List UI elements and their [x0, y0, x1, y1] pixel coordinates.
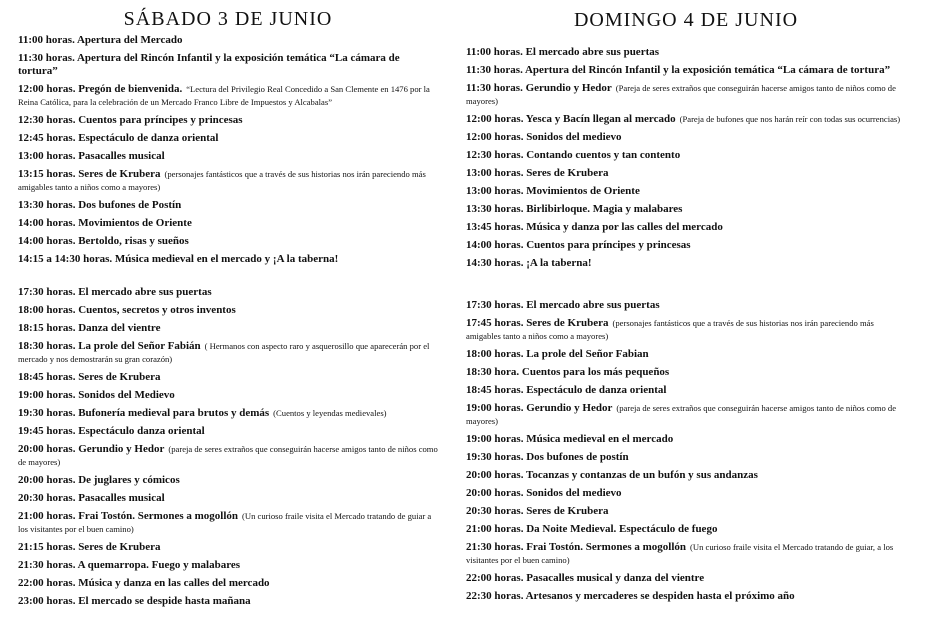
schedule-entry: [466, 540, 906, 566]
entry-title: 12:00 horas. Sonidos del medievo: [466, 131, 622, 143]
schedule-entry: [18, 370, 438, 383]
schedule-entry: [18, 388, 438, 401]
entry-title: 20:30 horas. Seres de Krubera: [466, 505, 609, 517]
schedule-entry: [466, 365, 906, 378]
schedule-entry: [18, 473, 438, 486]
schedule-entry: [18, 540, 438, 553]
schedule-entry: [466, 112, 906, 125]
schedule-entry: [18, 149, 438, 162]
entry-title: 13:30 horas. Birlibirloque. Magia y malabares: [466, 203, 683, 215]
schedule-entry: [18, 285, 438, 298]
entry-description: (personajes fantásticos que a través de sus historias nos irán pareciendo más amigables tanto a niños como a mayores): [18, 169, 426, 192]
entry-title: 17:30 horas. El mercado abre sus puertas: [466, 299, 660, 311]
saturday-column: [18, 0, 438, 612]
schedule-entry: [18, 424, 438, 437]
entry-title: 18:30 hora. Cuentos para los más pequeños: [466, 366, 670, 378]
entry-description: (personajes fantásticos que a través de sus historias nos irán pareciendo más amigables tanto a niños como a mayores): [466, 318, 874, 341]
entry-title: 12:30 horas. Cuentos para príncipes y princesas: [18, 114, 243, 126]
schedule-entry: [466, 347, 906, 360]
entry-title: 11:00 horas. Apertura del Mercado: [18, 34, 183, 46]
schedule-entry: [18, 491, 438, 504]
schedule-entry: [18, 113, 438, 126]
schedule-entry: [466, 468, 906, 481]
schedule-entry: [466, 432, 906, 445]
entry-title: 19:00 horas. Sonidos del Medievo: [18, 389, 175, 401]
saturday-evening-list: [18, 285, 438, 607]
schedule-entry: [466, 184, 906, 197]
entry-title: 22:00 horas. Música y danza en las calles del mercado: [18, 577, 270, 589]
sunday-column: [466, 0, 906, 607]
entry-title: 21:30 horas. Frai Tostón. Sermones a mogollón: [466, 541, 687, 553]
entry-title: 21:30 horas. A quemarropa. Fuego y malabares: [18, 559, 241, 571]
schedule-entry: [466, 166, 906, 179]
entry-title: 20:00 horas. De juglares y cómicos: [18, 474, 180, 486]
entry-title: 14:00 horas. Movimientos de Oriente: [18, 217, 192, 229]
schedule-entry: [18, 252, 438, 265]
schedule-entry: [18, 51, 438, 77]
schedule-entry: [466, 256, 906, 269]
entry-description: “Lectura del Privilegio Real Concedido a San Clemente en 1476 por la Reina Católica, para la celebración de un Mercado Franco Libre de Impuestos y Alcabalas”: [18, 84, 430, 107]
entry-title: 18:00 horas. Cuentos, secretos y otros inventos: [18, 304, 236, 316]
entry-description: (Un curioso fraile visita el Mercado tratando de guiar a los visitantes por el buen camino): [18, 511, 432, 534]
schedule-entry: [466, 63, 906, 76]
entry-title: 18:45 horas. Seres de Krubera: [18, 371, 161, 383]
entry-title: 13:15 horas. Seres de Krubera: [18, 168, 161, 180]
schedule-entry: [18, 131, 438, 144]
entry-title: 18:30 horas. La prole del Señor Fabián: [18, 340, 201, 352]
schedule-entry: [18, 339, 438, 365]
saturday-morning-list: [18, 33, 438, 265]
entry-title: 12:00 horas. Pregón de bienvenida.: [18, 83, 183, 95]
schedule-entry: [466, 220, 906, 233]
schedule-entry: [18, 321, 438, 334]
entry-title: 12:00 horas. Yesca y Bacín llegan al mercado: [466, 113, 676, 125]
entry-description: (pareja de seres extraños que conseguirán hacerse amigos tanto de niños como de mayores): [18, 444, 438, 467]
entry-title: 13:30 horas. Dos bufones de Postín: [18, 199, 182, 211]
schedule-entry: [466, 130, 906, 143]
schedule-entry: [18, 82, 438, 108]
entry-description: (Cuentos y leyendas medievales): [273, 408, 387, 418]
entry-description: (Pareja de seres extraños que conseguirán hacerse amigos tanto de niños como de mayores): [466, 83, 896, 106]
schedule-entry: [466, 571, 906, 584]
entry-title: 20:00 horas. Gerundio y Hedor: [18, 443, 165, 455]
schedule-entry: [466, 238, 906, 251]
schedule-entry: [18, 234, 438, 247]
entry-title: 21:15 horas. Seres de Krubera: [18, 541, 161, 553]
schedule-entry: [18, 509, 438, 535]
entry-title: 13:00 horas. Movimientos de Oriente: [466, 185, 640, 197]
schedule-entry: [466, 504, 906, 517]
schedule-entry: [18, 167, 438, 193]
schedule-entry: [18, 216, 438, 229]
entry-title: 13:00 horas. Seres de Krubera: [466, 167, 609, 179]
entry-title: 20:30 horas. Pasacalles musical: [18, 492, 165, 504]
entry-title: 11:30 horas. Apertura del Rincón Infantil y la exposición temática “La cámara de tortura”: [466, 64, 891, 76]
entry-description: (Un curioso fraile visita el Mercado tratando de guiar, a los visitantes por el buen camino): [466, 542, 894, 565]
schedule-entry: [466, 202, 906, 215]
schedule-entry: [466, 522, 906, 535]
entry-title: 14:00 horas. Cuentos para príncipes y princesas: [466, 239, 691, 251]
entry-title: 19:00 horas. Música medieval en el mercado: [466, 433, 674, 445]
entry-title: 11:30 horas. Gerundio y Hedor: [466, 82, 612, 94]
entry-title: 20:00 horas. Tocanzas y contanzas de un bufón y sus andanzas: [466, 469, 758, 481]
schedule-entry: [466, 316, 906, 342]
entry-title: 21:00 horas. Da Noite Medieval. Espectáculo de fuego: [466, 523, 718, 535]
schedule-entry: [18, 406, 438, 419]
schedule-entry: [18, 594, 438, 607]
schedule-entry: [466, 81, 906, 107]
entry-title: 18:45 horas. Espectáculo de danza oriental: [466, 384, 667, 396]
entry-title: 17:45 horas. Seres de Krubera: [466, 317, 609, 329]
entry-title: 12:45 horas. Espectáculo de danza oriental: [18, 132, 219, 144]
schedule-entry: [466, 589, 906, 602]
entry-title: 13:00 horas. Pasacalles musical: [18, 150, 165, 162]
schedule-entry: [18, 442, 438, 468]
schedule-entry: [466, 450, 906, 463]
entry-title: 22:30 horas. Artesanos y mercaderes se despiden hasta el próximo año: [466, 590, 795, 602]
entry-title: 14:30 horas. ¡A la taberna!: [466, 257, 592, 269]
entry-title: 23:00 horas. El mercado se despide hasta mañana: [18, 595, 251, 607]
schedule-entry: [18, 576, 438, 589]
entry-description: ( Hermanos con aspecto raro y asquerosillo que aparecerán por el mercado y nos demostrarán su gran corazón): [18, 341, 430, 364]
entry-title: 20:00 horas. Sonidos del medievo: [466, 487, 622, 499]
entry-title: 14:15 a 14:30 horas. Música medieval en el mercado y ¡A la taberna!: [18, 253, 339, 265]
entry-description: (Pareja de bufones que nos harán reír con todas sus ocurrencias): [679, 114, 901, 124]
schedule-entry: [466, 383, 906, 396]
schedule-entry: [466, 148, 906, 161]
entry-title: 14:00 horas. Bertoldo, risas y sueños: [18, 235, 189, 247]
entry-title: 12:30 horas. Contando cuentos y tan contento: [466, 149, 681, 161]
schedule-entry: [18, 33, 438, 46]
entry-title: 11:00 horas. El mercado abre sus puertas: [466, 46, 660, 58]
schedule-entry: [18, 558, 438, 571]
entry-title: 19:30 horas. Bufonería medieval para brutos y demás: [18, 407, 270, 419]
entry-title: 19:00 horas. Gerundio y Hedor: [466, 402, 613, 414]
entry-description: (pareja de seres extraños que conseguirán hacerse amigos tanto de niños como de mayores): [466, 403, 897, 426]
sunday-evening-list: [466, 298, 906, 602]
schedule-entry: [466, 486, 906, 499]
saturday-title: SÁBADO 3 DE JUNIO: [123, 8, 333, 30]
schedule-entry: [18, 198, 438, 211]
entry-title: 19:30 horas. Dos bufones de postín: [466, 451, 629, 463]
schedule-entry: [466, 401, 906, 427]
entry-title: 21:00 horas. Frai Tostón. Sermones a mogollón: [18, 510, 239, 522]
entry-title: 18:15 horas. Danza del vientre: [18, 322, 161, 334]
schedule-entry: [18, 303, 438, 316]
entry-title: 22:00 horas. Pasacalles musical y danza del vientre: [466, 572, 705, 584]
entry-title: 13:45 horas. Música y danza por las calles del mercado: [466, 221, 723, 233]
entry-title: 19:45 horas. Espectáculo danza oriental: [18, 425, 205, 437]
sunday-morning-list: [466, 45, 906, 269]
entry-title: 18:00 horas. La prole del Señor Fabian: [466, 348, 649, 360]
session-gap: [466, 274, 906, 298]
entry-title: 17:30 horas. El mercado abre sus puertas: [18, 286, 212, 298]
session-gap: [18, 270, 438, 285]
schedule-entry: [466, 45, 906, 58]
sunday-title: DOMINGO 4 DE JUNIO: [573, 9, 799, 31]
entry-title: 11:30 horas. Apertura del Rincón Infantil y la exposición temática “La cámara de tortura”: [18, 52, 400, 77]
schedule-entry: [466, 298, 906, 311]
